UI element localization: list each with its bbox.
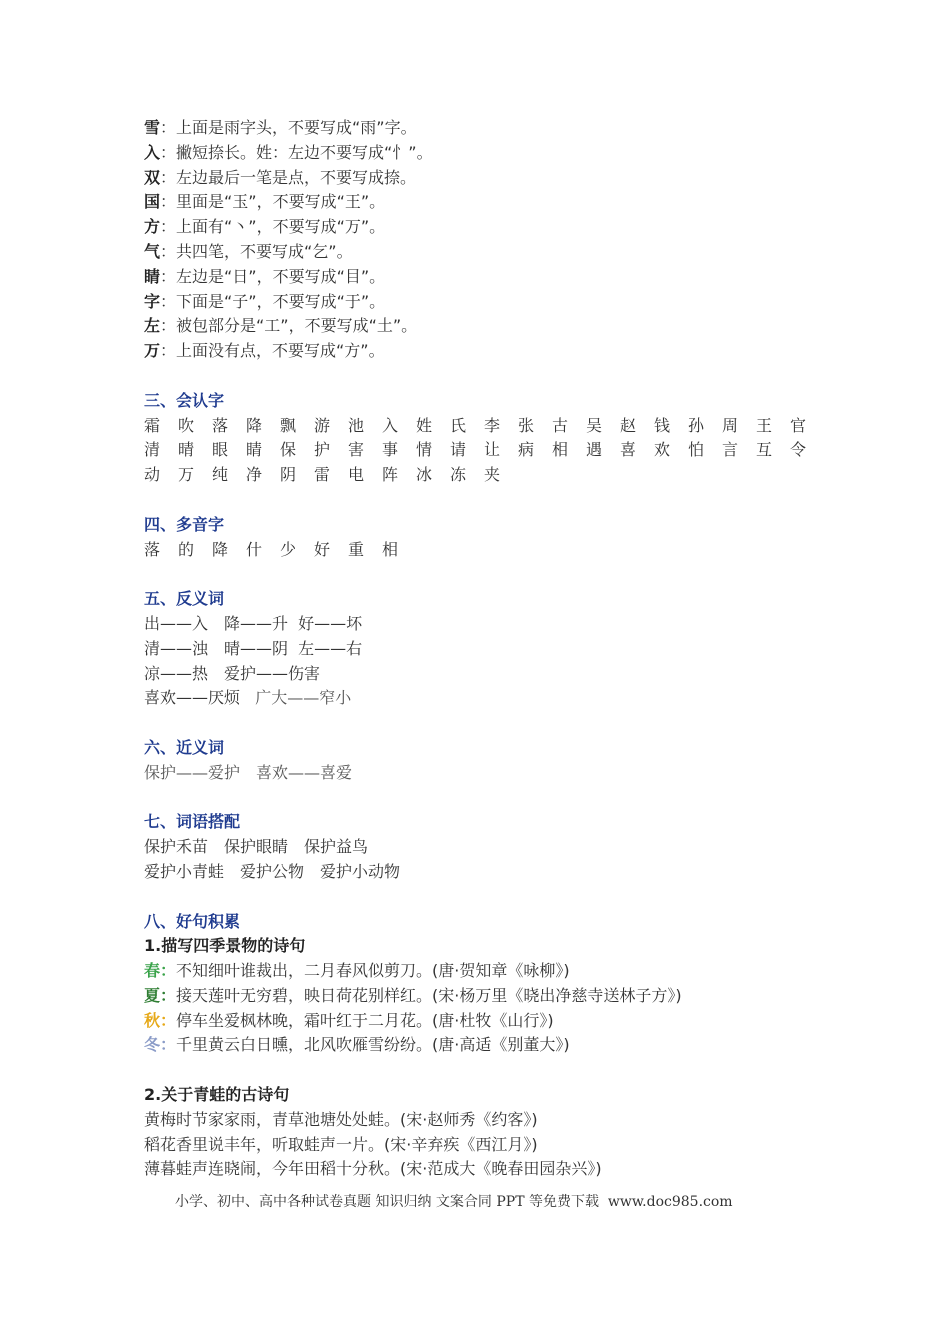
note-line: 睛：左边是“日”，不要写成“目”。 [144,266,386,286]
char-item: 姓 [416,415,433,435]
spacer [144,488,844,513]
note-line: 双：左边最后一笔是点，不要写成捺。 [144,167,417,187]
note-line: 气：共四笔，不要写成“乞”。 [144,241,353,261]
char-item: 夹 [484,465,501,485]
char-item: 张 [518,415,535,435]
char-item: 保 [280,440,297,460]
poem-line: 冬：千里黄云白日曛，北风吹雁雪纷纷。(唐·高适《别董大》) [144,1035,570,1055]
char-item: 净 [246,465,263,485]
char-item: 周 [722,415,739,435]
note-line: 入：撇短捺长。姓：左边不要写成“忄”。 [144,142,433,162]
char-item: 古 [552,415,569,435]
char-item: 霜 [144,415,161,435]
char-item: 病 [518,440,535,460]
char-item: 落 [144,539,161,559]
char-item: 重 [348,539,365,559]
spacer [144,786,844,811]
char-item: 动 [144,465,161,485]
char-item: 电 [348,465,365,485]
poem-line: 薄暮蛙声连晓闹，今年田稻十分秋。(宋·范成大《晚春田园杂兴》) [144,1159,602,1179]
antonym-line: 清——浊 晴——阴 左——右 [144,638,363,658]
spacer [144,364,844,389]
char-item: 落 [212,415,229,435]
poem-line: 黄梅时节家家雨，青草池塘处处蛙。(宋·赵师秀《约客》) [144,1109,538,1129]
char-item: 纯 [212,465,229,485]
char-item: 赵 [620,415,637,435]
char-item: 害 [348,440,365,460]
poem-line: 夏：接天莲叶无穷碧，映日荷花别样红。(宋·杨万里《晓出净慈寺送林子方》) [144,985,682,1005]
char-item: 降 [212,539,229,559]
char-item: 相 [552,440,569,460]
season-label: 夏： [144,985,177,1005]
char-item: 王 [756,415,773,435]
char-item: 请 [450,440,467,460]
char-item: 互 [756,440,773,460]
char-item: 让 [484,440,501,460]
char-item: 游 [314,415,331,435]
char-item: 李 [484,415,501,435]
char-item: 孙 [688,415,705,435]
season-label: 冬： [144,1035,177,1055]
char-row [144,538,844,563]
char-item: 眼 [212,440,229,460]
char-item: 事 [382,440,399,460]
section-heading: 三、会认字 [144,390,225,410]
char-item: 万 [178,465,195,485]
spacer [144,711,844,736]
char-item: 睛 [246,440,263,460]
document-body [144,116,844,1182]
section-heading: 七、词语搭配 [144,812,241,832]
char-item: 吴 [586,415,603,435]
poem-line: 稻花香里说丰年，听取蛙声一片。(宋·辛弃疾《西江月》) [144,1134,538,1154]
subheading: 2.关于青蛙的古诗句 [144,1085,290,1105]
char-item: 晴 [178,440,195,460]
spacer [144,1058,844,1083]
char-item: 什 [246,539,263,559]
char-item: 情 [416,440,433,460]
char-item: 阴 [280,465,297,485]
char-row [144,438,844,463]
spacer [144,562,844,587]
char-item: 官 [790,415,807,435]
char-item: 遇 [586,440,603,460]
season-label: 秋： [144,1010,177,1030]
char-item: 相 [382,539,399,559]
char-item: 降 [246,415,263,435]
section-heading: 五、反义词 [144,589,225,609]
note-line: 国：里面是“玉”，不要写成“王”。 [144,192,386,212]
char-item: 冻 [450,465,467,485]
char-item: 吹 [178,415,195,435]
footer-watermark: 小学、初中、高中各种试卷真题 知识归纳 文案合同 PPT 等免费下载 www.doc985.com [175,1194,733,1210]
note-line: 字：下面是“子”，不要写成“于”。 [144,291,386,311]
char-item: 氏 [450,415,467,435]
poem-line: 春：不知细叶谁裁出，二月春风似剪刀。(唐·贺知章《咏柳》) [144,961,570,981]
char-item: 怕 [688,440,705,460]
char-item: 好 [314,539,331,559]
char-item: 令 [790,440,807,460]
char-item: 的 [178,539,195,559]
char-row [144,414,844,439]
char-item: 池 [348,415,365,435]
char-item: 飘 [280,415,297,435]
char-item: 雷 [314,465,331,485]
note-line: 雪：上面是雨字头，不要写成“雨”字。 [144,118,417,137]
char-item: 清 [144,440,161,460]
antonym-line: 喜欢——厌烦 广大——窄小 [144,688,352,708]
poem-line: 秋：停车坐爱枫林晚，霜叶红于二月花。(唐·杜牧《山行》) [144,1010,554,1030]
char-item: 喜 [620,440,637,460]
spacer [144,885,844,910]
collocation-line: 保护禾苗 保护眼睛 保护益鸟 [144,837,369,857]
char-item: 少 [280,539,297,559]
season-label: 春： [144,961,177,981]
note-line: 万：上面没有点，不要写成“方”。 [144,341,385,361]
char-item: 冰 [416,465,433,485]
section-heading: 六、近义词 [144,737,225,757]
char-item: 护 [314,440,331,460]
antonym-line: 凉——热 爱护——伤害 [144,663,321,683]
synonym-line: 保护——爱护 喜欢——喜爱 [144,762,353,782]
antonym-line: 出——入 降——升 好——坏 [144,613,363,633]
char-row [144,463,844,488]
char-item: 言 [722,440,739,460]
section-heading: 八、好句积累 [144,911,241,931]
note-line: 左：被包部分是“工”，不要写成“土”。 [144,316,418,336]
note-line: 方：上面有“丶”，不要写成“万”。 [144,217,386,237]
subheading: 1.描写四季景物的诗句 [144,936,306,956]
char-item: 欢 [654,440,671,460]
section-heading: 四、多音字 [144,514,225,534]
char-item: 钱 [654,415,671,435]
char-item: 阵 [382,465,399,485]
collocation-line: 爱护小青蛙 爱护公物 爱护小动物 [144,861,401,881]
char-item: 入 [382,415,399,435]
